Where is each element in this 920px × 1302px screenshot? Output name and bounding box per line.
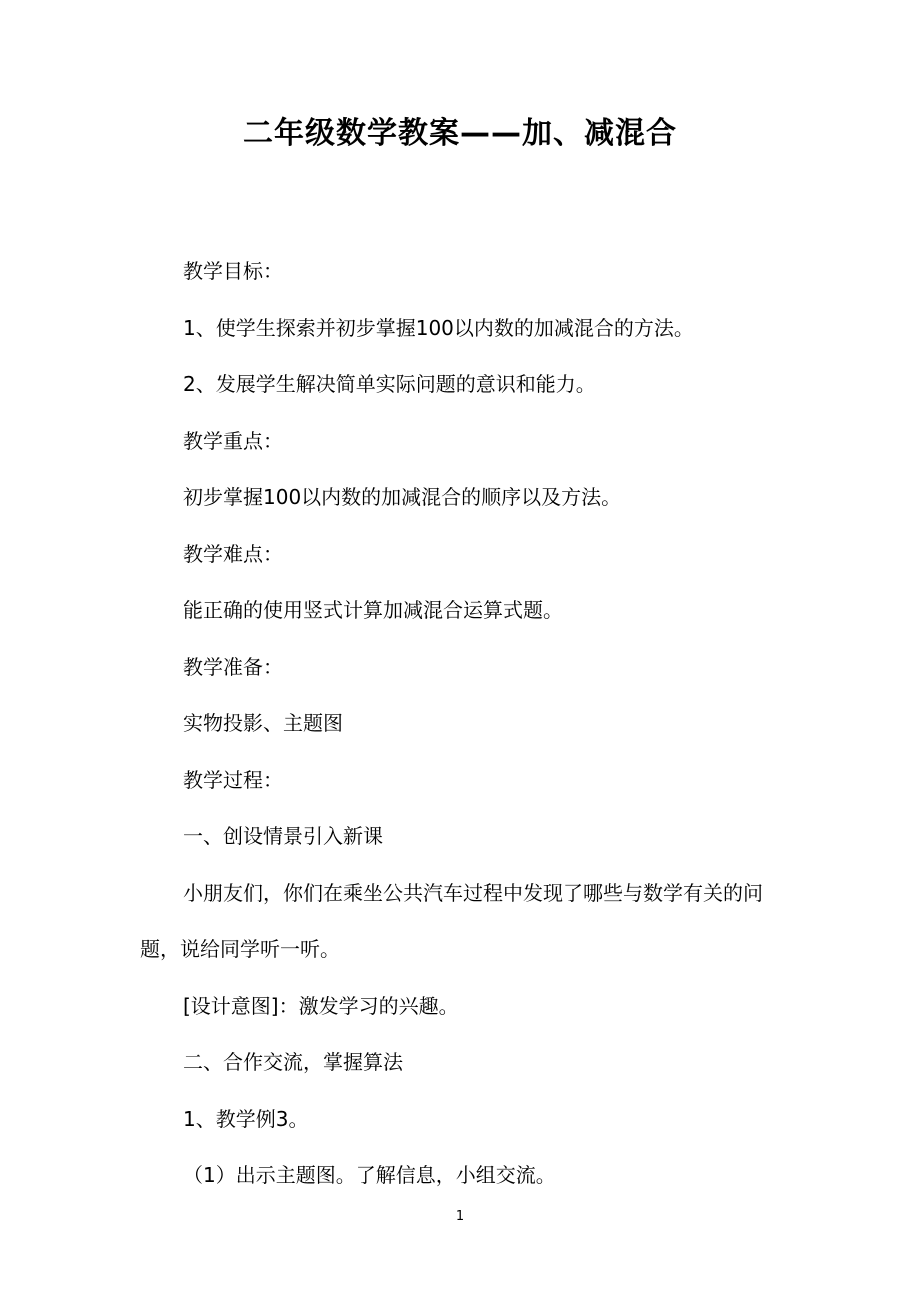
paragraph-preparation: 实物投影、主题图 <box>183 711 343 735</box>
paragraph-intro-question: 小朋友们，你们在乘坐公共汽车过程中发现了哪些与数学有关的问题，说给同学听一听。 <box>140 880 763 961</box>
page-number: 1 <box>455 1209 465 1224</box>
paragraph-objectives-heading: 教学目标： <box>183 259 283 283</box>
document-title: 二年级数学教案——加、减混合 <box>243 116 677 151</box>
paragraph-show-picture: （1）出示主题图。了解信息，小组交流。 <box>183 1163 556 1187</box>
document-body <box>140 243 800 1204</box>
paragraph-key-points-heading: 教学重点： <box>183 428 283 453</box>
paragraph-section-2-heading: 二、合作交流，掌握算法 <box>183 1050 403 1074</box>
paragraph-key-points: 初步掌握100以内数的加减混合的顺序以及方法。 <box>183 485 622 509</box>
paragraph-process-heading: 教学过程： <box>183 767 283 792</box>
paragraph-difficulties-heading: 教学难点： <box>183 541 283 566</box>
paragraph-example-3: 1、教学例3。 <box>183 1106 309 1131</box>
paragraph-objective-2: 2、发展学生解决简单实际问题的意识和能力。 <box>183 372 596 396</box>
paragraph-difficulties: 能正确的使用竖式计算加减混合运算式题。 <box>183 598 563 622</box>
paragraph-objective-1: 1、使学生探索并初步掌握100以内数的加减混合的方法。 <box>183 315 694 340</box>
paragraph-section-1-heading: 一、创设情景引入新课 <box>183 824 383 848</box>
paragraph-preparation-heading: 教学准备： <box>183 654 283 679</box>
paragraph-design-intent: [设计意图]：激发学习的兴趣。 <box>183 993 459 1018</box>
